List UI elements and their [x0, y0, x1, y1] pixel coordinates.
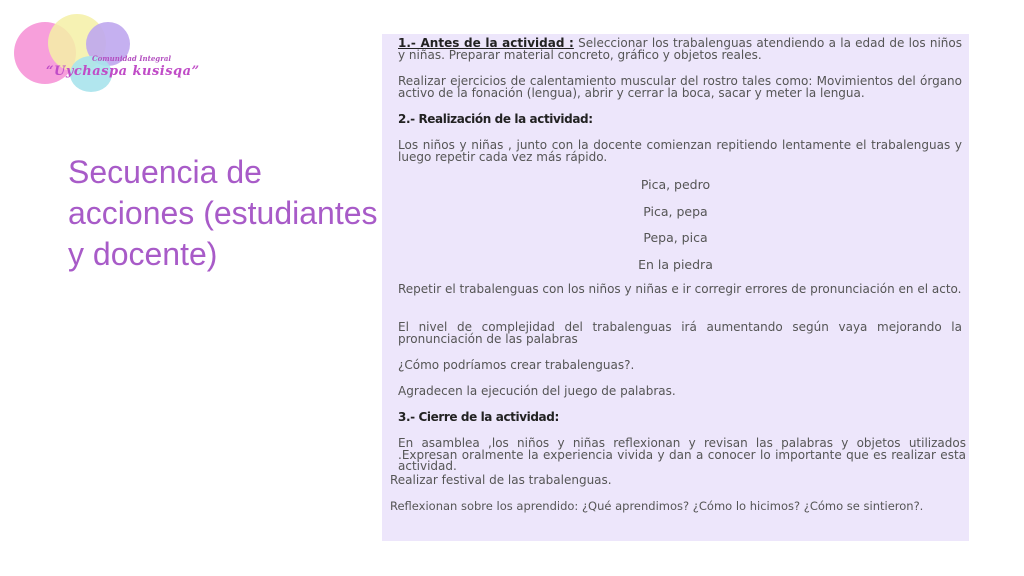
section-2-heading: 2.- Realización de la actividad: [398, 112, 593, 126]
question-paragraph: ¿Cómo podríamos crear trabalenguas?. [398, 358, 635, 372]
section-1-paragraph [398, 38, 962, 61]
section-1-text: Seleccionar los trabalenguas atendiendo a la edad de los niños y niñas. Preparar material concreto, gráfico y objetos reales. [398, 36, 962, 62]
verse-line-3: Pepa, pica [643, 230, 708, 245]
community-logo [12, 12, 200, 92]
complexity-paragraph: El nivel de complejidad del trabalenguas irá aumentando según vaya mejorando la pronunciación de las palabras [398, 320, 962, 346]
section-3-heading: 3.- Cierre de la actividad: [398, 410, 559, 424]
verse-line-1: Pica, pedro [640, 177, 711, 192]
verse-line-2: Pica, pepa [643, 204, 708, 219]
slide-title: Secuencia de acciones (estudiantes y docente) [68, 154, 378, 272]
logo-org-text: Comunidad Integral [92, 54, 172, 63]
section-2-paragraph: Los niños y niñas , junto con la docente comienzan repitiendo lentamente el trabalenguas y luego repetir cada vez más rápido. [398, 138, 962, 164]
logo-name-text: “Uychaspa kusisqa” [46, 64, 200, 79]
thanks-paragraph: Agradecen la ejecución del juego de palabras. [398, 384, 676, 398]
reflection-paragraph: Reflexionan sobre los aprendido: ¿Qué aprendimos? ¿Cómo lo hicimos? ¿Cómo se sintieron?. [390, 499, 924, 513]
section-3-paragraph: En asamblea ,los niños y niñas reflexionan y revisan las palabras y objetos utilizados .Expresan oralmente la experiencia vivida y dan a conocer lo importante que es realizar esta actividad. [398, 436, 966, 473]
festival-paragraph: Realizar festival de las trabalenguas. [390, 473, 612, 487]
verse-line-4: En la piedra [638, 257, 713, 272]
warmup-paragraph: Realizar ejercicios de calentamiento muscular del rostro tales como: Movimientos del órgano activo de la fonación (lengua), abrir y cerrar la boca, sacar y meter la lengua. [398, 74, 962, 100]
repeat-paragraph: Repetir el trabalenguas con los niños y niñas e ir corregir errores de pronunciación en el acto. [398, 282, 962, 296]
section-1-heading: 1.- Antes de la actividad : [398, 36, 574, 50]
content-panel [382, 34, 969, 541]
